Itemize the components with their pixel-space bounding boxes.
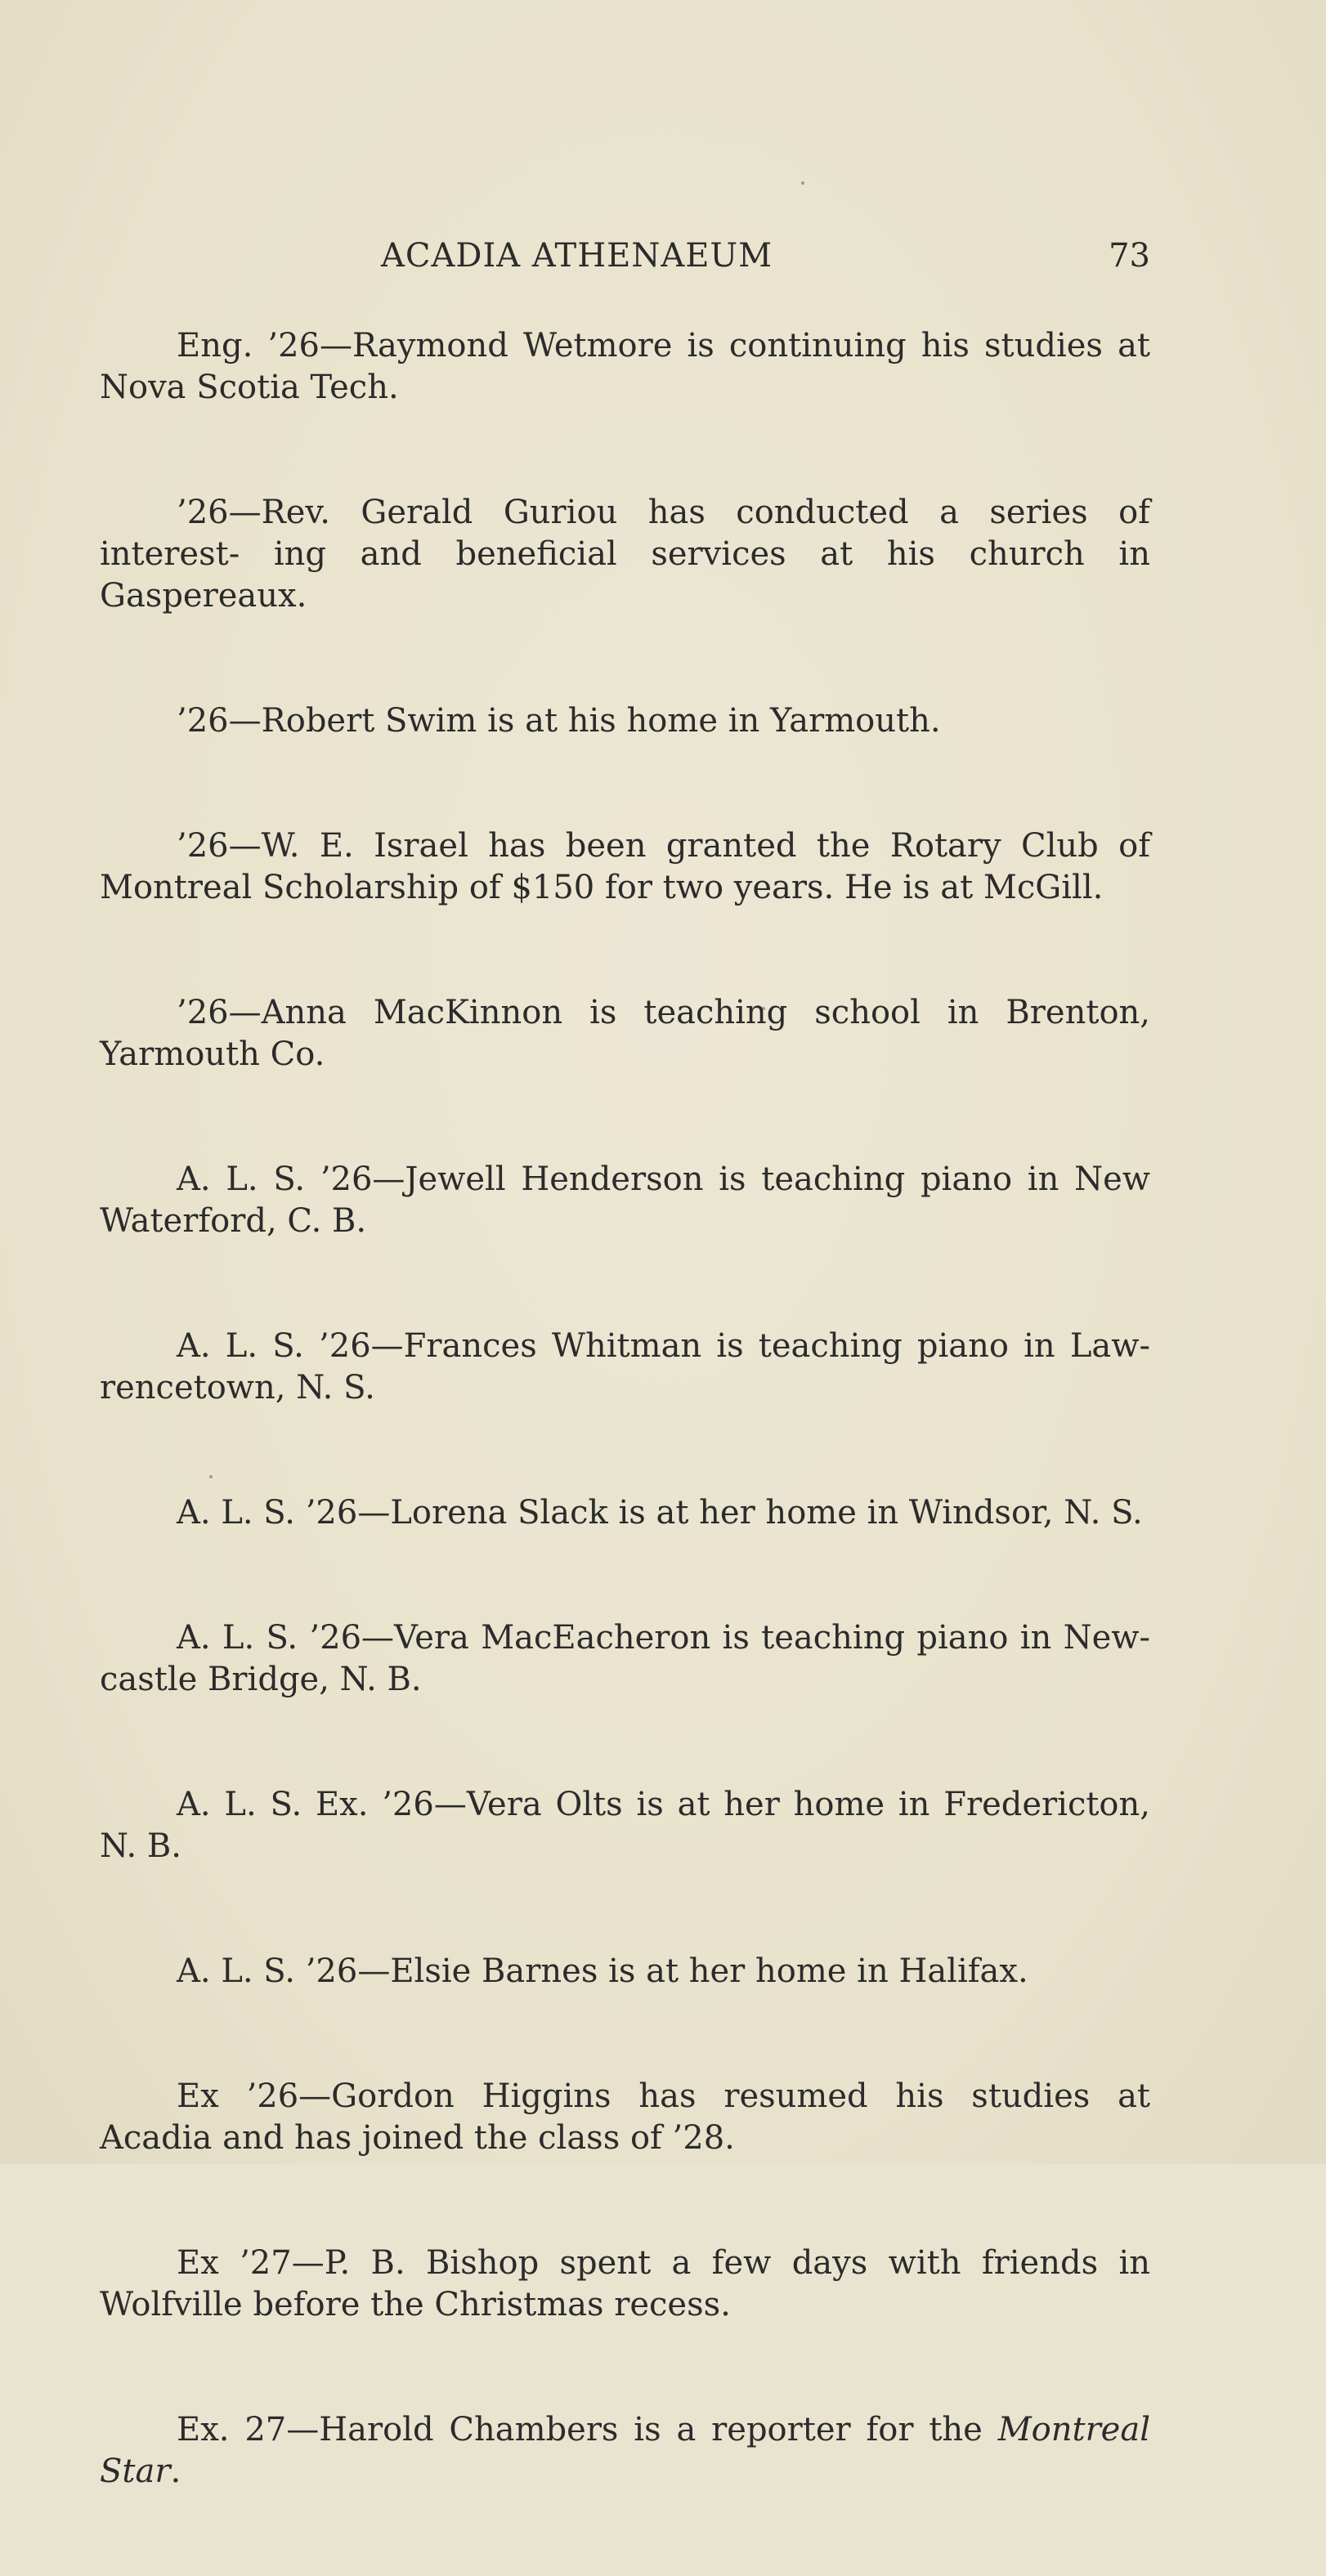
alumni-note-last <box>100 2409 1150 2493</box>
alumni-note: Ex ’26—Gordon Higgins has resumed his studies at Acadia and has joined the class of ’28. <box>100 2077 1150 2157</box>
alumni-note: A. L. S. ’26—Frances Whitman is teaching piano in Law- rencetown, N. S. <box>100 1327 1150 1407</box>
page-header <box>100 237 1150 286</box>
newspaper-title: Montreal Star <box>100 2411 1150 2490</box>
alumni-notes <box>100 325 1150 2576</box>
alumni-note: A. L. S. ’26—Lorena Slack is at her home in Windsor, N. S. <box>177 1494 1143 1532</box>
alumni-note: ’26—Rev. Gerald Guriou has conducted a series of interest- ing and beneficial services at his church in Gaspereaux. <box>100 494 1150 615</box>
alumni-note: ’26—Robert Swim is at his home in Yarmouth. <box>177 702 941 740</box>
alumni-note: Eng. ’26—Raymond Wetmore is continuing his studies at Nova Scotia Tech. <box>100 327 1150 406</box>
alumni-note: A. L. S. ’26—Elsie Barnes is at her home in Halifax. <box>177 1952 1028 1990</box>
alumni-note: Ex ’27—P. B. Bishop spent a few days with friends in Wolfville before the Christmas recess. <box>100 2244 1150 2323</box>
alumni-note: ’26—Anna MacKinnon is teaching school in Brenton, Yarmouth Co. <box>100 994 1150 1073</box>
alumni-note: A. L. S. Ex. ’26—Vera Olts is at her home in Fredericton, N. B. <box>100 1786 1150 1865</box>
alumni-note-text: Ex. 27—Harold Chambers is a reporter for the <box>177 2411 998 2449</box>
alumni-note: A. L. S. ’26—Vera MacEacheron is teaching piano in New- castle Bridge, N. B. <box>100 1619 1150 1698</box>
alumni-note: A. L. S. ’26—Jewell Henderson is teaching piano in New Waterford, C. B. <box>100 1161 1150 1240</box>
ink-speck <box>801 181 804 185</box>
running-title: ACADIA ATHENAEUM <box>381 237 773 275</box>
alumni-note: ’26—W. E. Israel has been granted the Rotary Club of Montreal Scholarship of $150 for two years. He is at McGill. <box>100 827 1150 906</box>
page-number: 73 <box>1109 237 1150 275</box>
alumni-note-end: . <box>170 2453 181 2490</box>
